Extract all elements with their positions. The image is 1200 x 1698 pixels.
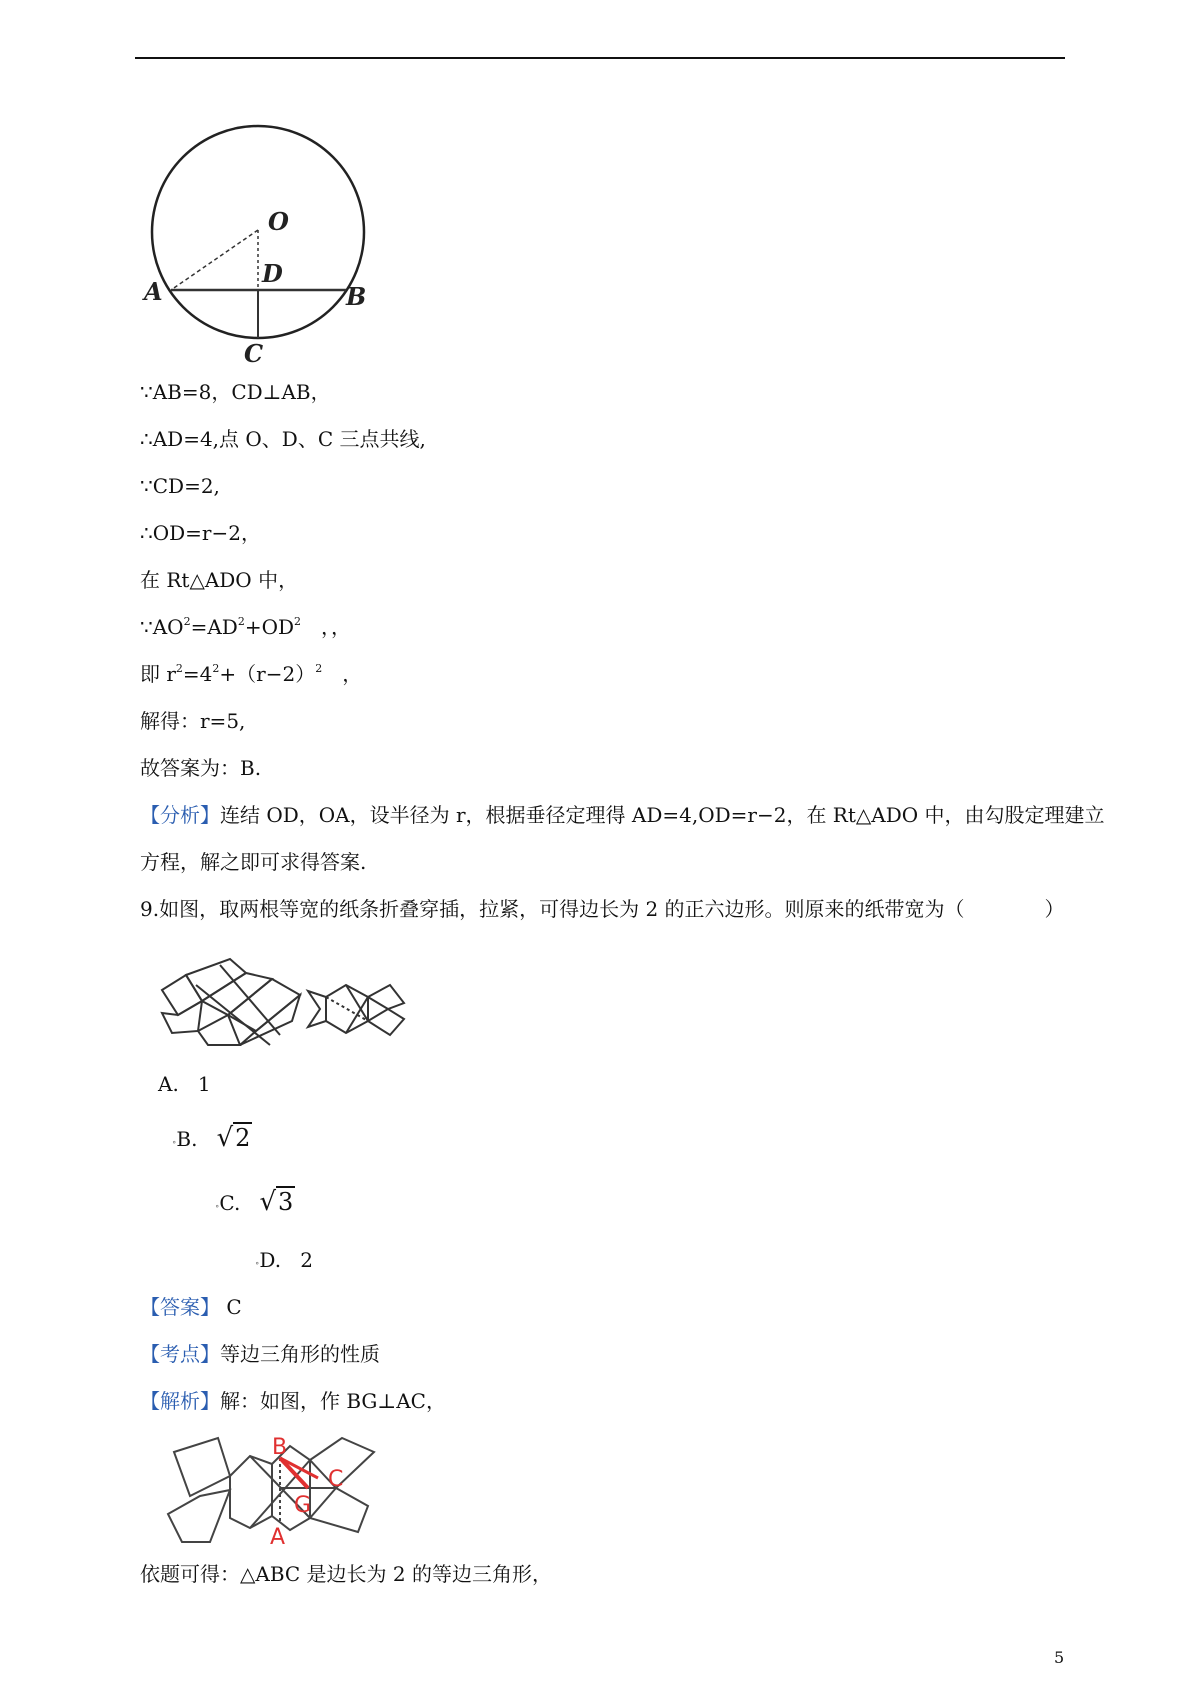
option-a[interactable] bbox=[158, 1070, 211, 1098]
option-b-radicand: 2 bbox=[235, 1124, 251, 1152]
strip-shape bbox=[162, 1001, 202, 1033]
point-line bbox=[140, 1340, 380, 1368]
conclusion-line: 依题可得：△ABC 是边长为 2 的等边三角形， bbox=[140, 1562, 552, 1586]
strip-shape bbox=[368, 985, 404, 1009]
option-a-letter: A. bbox=[158, 1072, 179, 1096]
bullet-dot: ∘ bbox=[255, 1259, 260, 1269]
header-rule bbox=[135, 57, 1065, 59]
eq-part: ∵AO bbox=[140, 615, 184, 639]
paper-strip-figure bbox=[160, 955, 450, 1050]
strip-shape bbox=[240, 995, 300, 1045]
solution-line-7 bbox=[140, 660, 362, 688]
strip-edge bbox=[220, 965, 280, 1035]
hexagon-knot bbox=[230, 1456, 272, 1528]
solution-line bbox=[140, 1387, 446, 1415]
strip-edge bbox=[196, 985, 270, 1045]
strip-shape bbox=[168, 1490, 230, 1542]
point-tag: 【考点】 bbox=[140, 1342, 220, 1366]
eq-part: ，， bbox=[301, 615, 352, 639]
exponent: 2 bbox=[183, 615, 191, 628]
analysis-line-2: 方程，解之即可求得答案. bbox=[140, 850, 367, 874]
eq-part: +OD bbox=[244, 615, 295, 639]
eq-part: ， bbox=[322, 662, 363, 686]
label-c: C bbox=[328, 1467, 344, 1492]
solution-line-5: 在 Rt△ADO 中， bbox=[140, 568, 299, 592]
label-a: A bbox=[270, 1525, 286, 1550]
segment-bc bbox=[280, 1458, 318, 1478]
strip-shape bbox=[186, 959, 246, 1001]
option-d-value: 2 bbox=[300, 1248, 313, 1272]
exponent: 2 bbox=[175, 662, 183, 675]
answer-tag: 【答案】 bbox=[140, 1295, 220, 1319]
strip-shape bbox=[310, 1488, 368, 1532]
answer-line bbox=[140, 1293, 242, 1321]
exponent: 2 bbox=[212, 662, 220, 675]
option-c[interactable] bbox=[215, 1188, 295, 1221]
option-b-letter: B. bbox=[176, 1127, 198, 1151]
option-a-value: 1 bbox=[197, 1072, 211, 1096]
sqrt-icon: √ bbox=[216, 1123, 234, 1153]
eq-part: =AD bbox=[190, 615, 238, 639]
option-b[interactable] bbox=[172, 1124, 252, 1157]
solution-tag: 【解析】 bbox=[140, 1389, 220, 1413]
strip-shape bbox=[308, 991, 326, 1027]
label-b: B bbox=[346, 282, 367, 311]
option-d-letter: D. bbox=[259, 1248, 282, 1272]
solution-line-2: ∴AD=4,点 O、D、C 三点共线, bbox=[140, 427, 426, 451]
eq-part: =4 bbox=[182, 662, 213, 686]
analysis-tag: 【分析】 bbox=[140, 803, 220, 827]
sqrt-icon: √ bbox=[259, 1187, 277, 1217]
strip-shape bbox=[368, 1009, 404, 1035]
exponent: 2 bbox=[294, 615, 302, 628]
exponent: 2 bbox=[315, 662, 323, 675]
segment-bg bbox=[280, 1458, 308, 1488]
solution-line-3: ∵CD=2, bbox=[140, 474, 220, 498]
page-number: 5 bbox=[1054, 1648, 1065, 1667]
strip-shape bbox=[198, 1015, 240, 1045]
solution-line-1: ∵AB=8，CD⊥AB， bbox=[140, 380, 331, 404]
question-9-stem: 9.如图，取两根等宽的纸条折叠穿插，拉紧，可得边长为 2 的正六边形。则原来的纸带宽为（ ） bbox=[140, 897, 1065, 921]
option-d[interactable] bbox=[255, 1246, 313, 1278]
label-g: G bbox=[294, 1493, 312, 1518]
label-b: B bbox=[272, 1435, 288, 1460]
hexagon-figure bbox=[160, 1430, 390, 1550]
label-o: O bbox=[268, 207, 289, 236]
strip-shape bbox=[162, 975, 202, 1015]
solution-line-4: ∴OD=r−2， bbox=[140, 521, 261, 545]
exponent: 2 bbox=[237, 615, 245, 628]
solution-line-9: 故答案为：B. bbox=[140, 756, 262, 780]
label-a: A bbox=[144, 277, 163, 306]
segment-oa bbox=[171, 230, 258, 290]
solution-value: 解：如图，作 BG⊥AC， bbox=[220, 1389, 446, 1413]
option-c-radicand: 3 bbox=[278, 1188, 294, 1216]
solution-line-6 bbox=[140, 613, 351, 641]
strip-shape bbox=[174, 1438, 230, 1496]
point-value: 等边三角形的性质 bbox=[220, 1342, 380, 1366]
eq-part: 即 r bbox=[140, 662, 176, 686]
analysis-line-1 bbox=[140, 801, 1105, 829]
label-d: D bbox=[262, 259, 283, 288]
answer-value: C bbox=[226, 1295, 242, 1319]
circle-figure bbox=[140, 120, 380, 370]
eq-part: +（r−2） bbox=[219, 662, 316, 686]
option-c-letter: C. bbox=[219, 1191, 241, 1215]
label-c: C bbox=[244, 339, 264, 368]
analysis-text: 连结 OD，OA，设半径为 r，根据垂径定理得 AD=4,OD=r−2，在 Rt△ADO 中，由勾股定理建立 bbox=[220, 803, 1105, 827]
solution-line-8: 解得：r=5, bbox=[140, 709, 246, 733]
bullet-dot: ∘ bbox=[215, 1202, 220, 1212]
bullet-dot: ∘ bbox=[172, 1138, 177, 1148]
